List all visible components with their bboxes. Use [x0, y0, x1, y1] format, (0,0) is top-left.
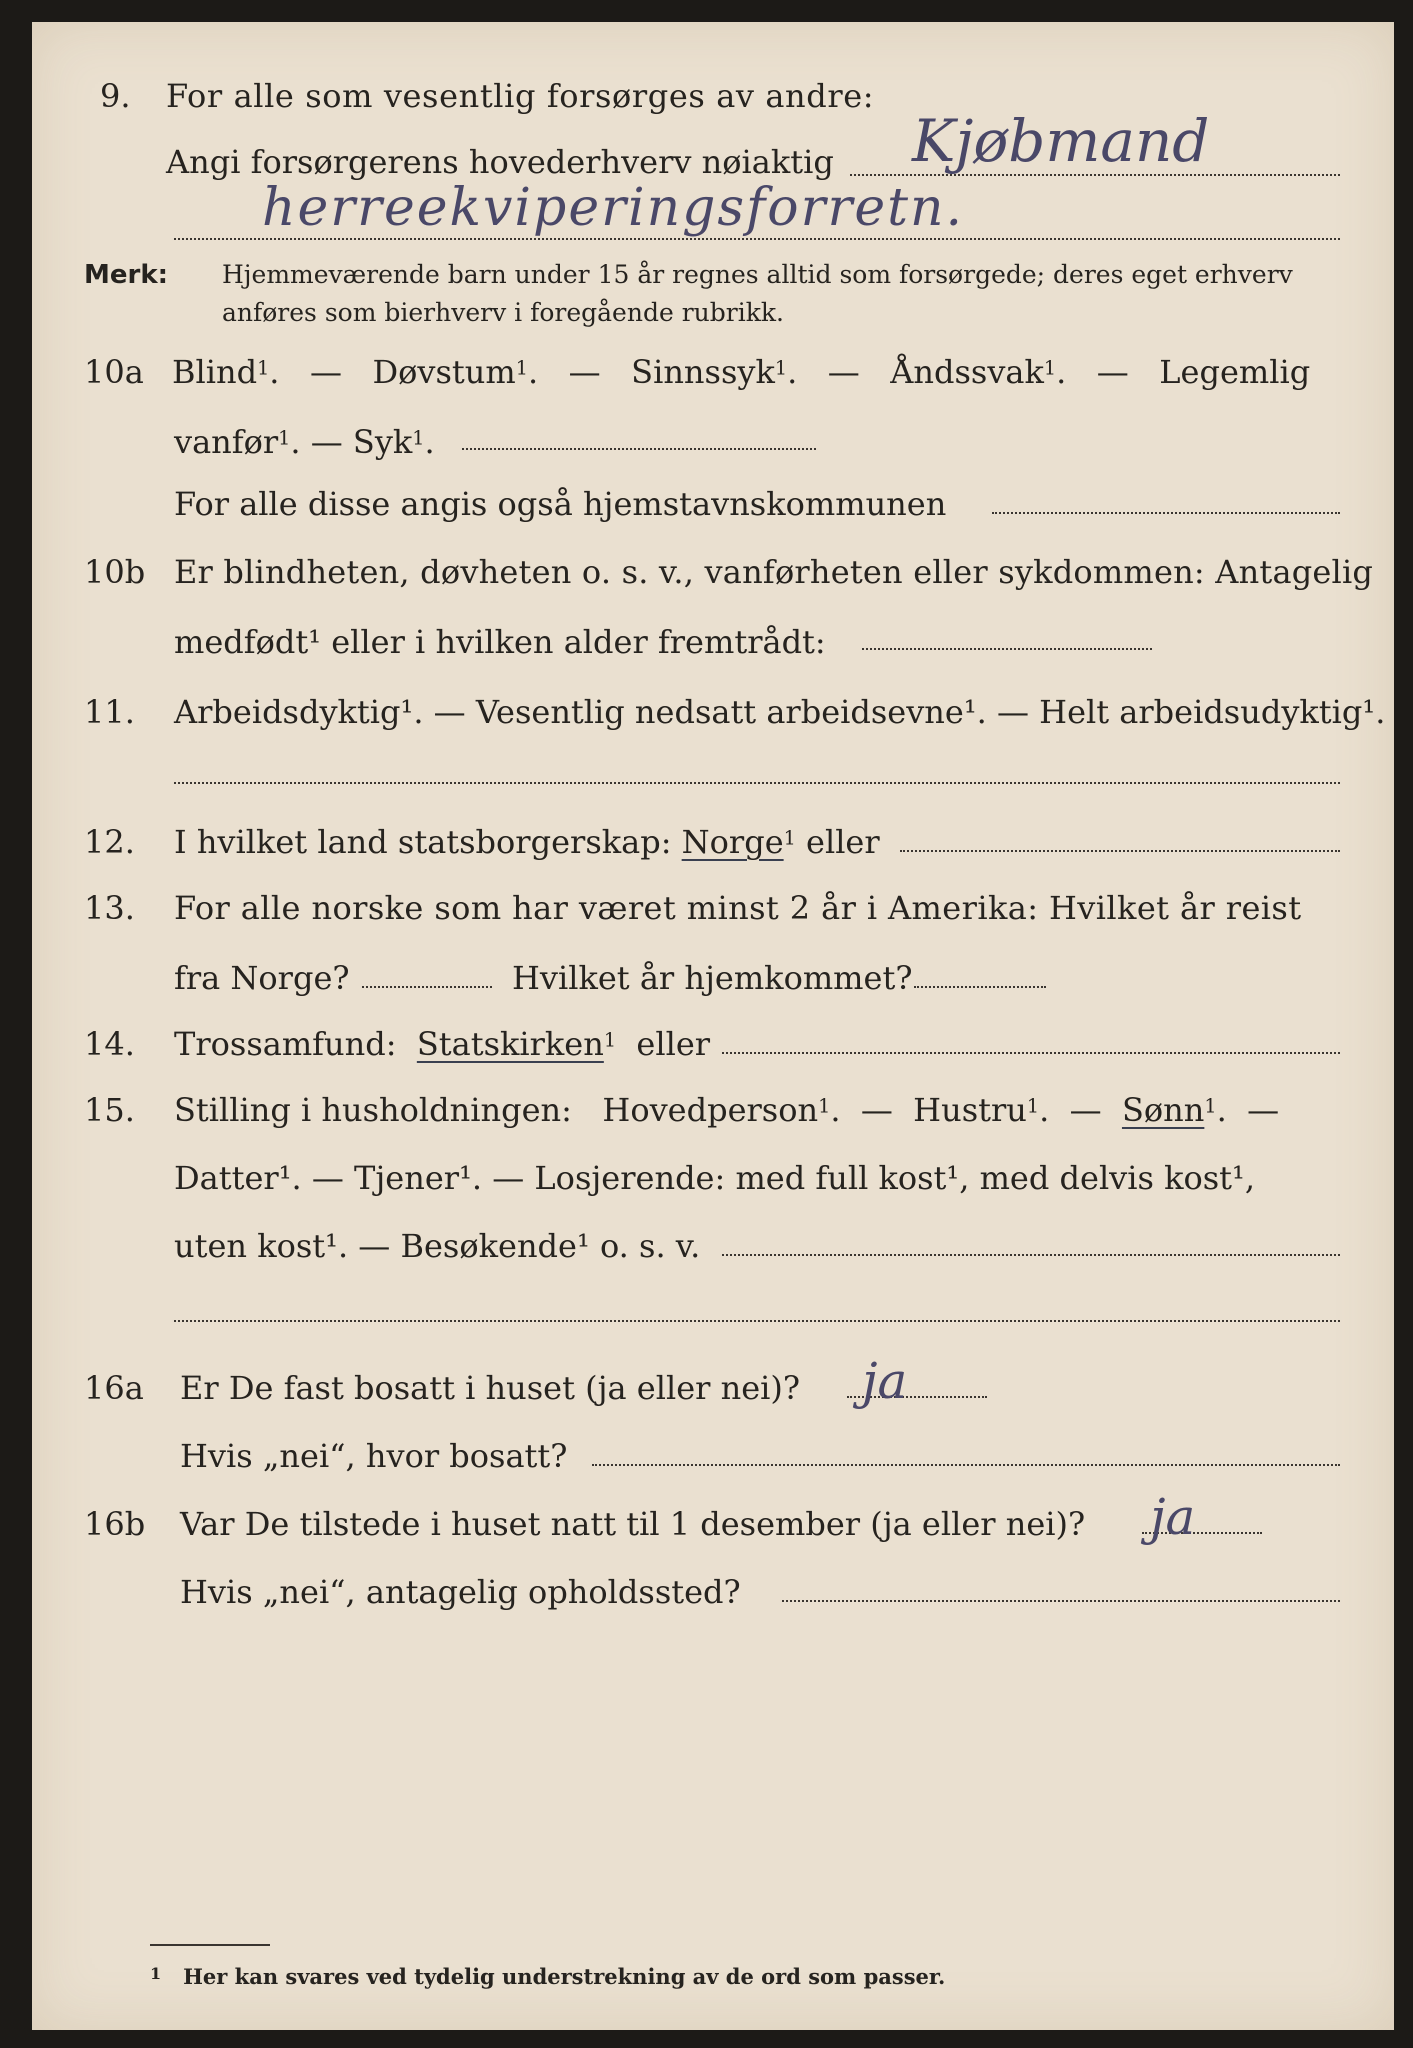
- q16a-answer[interactable]: ja: [862, 1352, 908, 1410]
- q13-line1: For alle norske som har været minst 2 år i Amerika: Hvilket år reist: [174, 889, 1302, 927]
- q14-number: 14.: [84, 1025, 135, 1063]
- option-vanfor[interactable]: vanfør: [174, 423, 279, 461]
- census-form-page: [32, 22, 1394, 2030]
- footnote-rule: [150, 1944, 270, 1946]
- option-legemlig[interactable]: Legemlig: [1159, 353, 1311, 391]
- q9-number: 9.: [100, 77, 131, 115]
- q9-line1: For alle som vesentlig forsørges av andre:: [166, 77, 875, 115]
- q10b-answer-line: [862, 648, 1152, 650]
- merk-label: Merk:: [84, 260, 169, 290]
- q10b-line1: Er blindheten, døvheten o. s. v., vanførheten eller sykdommen: Antagelig: [174, 553, 1374, 591]
- footnote-mark: 1: [150, 1964, 162, 1983]
- q13-reist-line: [362, 986, 492, 988]
- option-hustru[interactable]: Hustru: [913, 1091, 1027, 1129]
- option-dovstum[interactable]: Døvstum: [372, 353, 516, 391]
- q10a-line2: vanfør$^1$. — Syk$^1$.: [174, 423, 435, 461]
- q9-answer-occupation[interactable]: Kjøbmand: [912, 107, 1210, 175]
- q10a-line1: Blind$^1$. — Døvstum$^1$. — Sinnssyk$^1$. — Åndssvak$^1$. — Legemlig: [172, 353, 1311, 391]
- q16b-opholdssted-line: [782, 1600, 1340, 1602]
- q16a-bosatt-line: [592, 1464, 1340, 1466]
- option-sinnssyk[interactable]: Sinnssyk: [631, 353, 775, 391]
- q10a-answer-line: [462, 448, 816, 450]
- option-statskirken[interactable]: Statskirken: [416, 1025, 604, 1063]
- q12-answer-line: [900, 850, 1340, 852]
- footnote: [150, 1964, 945, 1989]
- option-sonn[interactable]: Sønn: [1121, 1091, 1205, 1129]
- q16b-answer[interactable]: ja: [1150, 1488, 1196, 1546]
- option-hovedperson[interactable]: Hovedperson: [602, 1091, 819, 1129]
- q13-line2a: fra Norge?: [174, 959, 350, 997]
- footnote-text: Her kan svares ved tydelig understrekning av de ord som passer.: [183, 1964, 946, 1989]
- q13-hjemkommet-line: [914, 986, 1046, 988]
- q16a-number: 16a: [84, 1369, 144, 1407]
- q15-line3: uten kost¹. — Besøkende¹ o. s. v.: [174, 1227, 701, 1265]
- merk-line1: Hjemmeværende barn under 15 år regnes alltid som forsørgede; deres eget erhverv: [222, 260, 1293, 289]
- q14-answer-line: [722, 1052, 1340, 1054]
- q16a-line2: Hvis „nei“, hvor bosatt?: [180, 1437, 568, 1475]
- q14-line: Trossamfund: Statskirken$^1$ eller: [174, 1025, 711, 1063]
- q16b-line1: Var De tilstede i huset natt til 1 desember (ja eller nei)?: [180, 1505, 1086, 1543]
- q16b-number: 16b: [84, 1505, 146, 1543]
- merk-line2: anføres som bierhverv i foregående rubrikk.: [222, 298, 784, 327]
- option-norge[interactable]: Norge: [681, 823, 784, 861]
- q9-answer-line2: [174, 238, 1340, 240]
- q13-line2b: Hvilket år hjemkommet?: [512, 959, 913, 997]
- option-andssvak[interactable]: Åndssvak: [890, 353, 1044, 391]
- q16b-line2: Hvis „nei“, antagelig opholdssted?: [180, 1573, 741, 1611]
- q10a-hjemstavn-line: [992, 512, 1340, 514]
- q9-answer-occupation-cont[interactable]: herreekviperingsforretn.: [262, 178, 965, 238]
- q10a-hjemstavn: For alle disse angis også hjemstavnskommunen: [174, 485, 947, 523]
- option-syk[interactable]: Syk: [352, 423, 413, 461]
- q10a-number: 10a: [84, 353, 144, 391]
- q15-line2: Datter¹. — Tjener¹. — Losjerende: med full kost¹, med delvis kost¹,: [174, 1159, 1256, 1197]
- q10b-line2: medfødt¹ eller i hvilken alder fremtrådt:: [174, 623, 826, 661]
- q15-number: 15.: [84, 1091, 135, 1129]
- q10b-number: 10b: [84, 553, 146, 591]
- q15-line1: Stilling i husholdningen: Hovedperson$^1$. — Hustru$^1$. — Sønn$^1$. —: [174, 1091, 1280, 1129]
- q16a-line1: Er De fast bosatt i huset (ja eller nei)?: [180, 1369, 801, 1407]
- q11-answer-line: [174, 782, 1340, 784]
- option-blind[interactable]: Blind: [172, 353, 258, 391]
- q9-line2: Angi forsørgerens hovederhverv nøiaktig: [166, 143, 834, 181]
- q15-answer-line1: [722, 1254, 1340, 1256]
- q15-answer-line2: [174, 1320, 1340, 1322]
- q12-line: I hvilket land statsborgerskap: Norge$^1$ eller: [174, 823, 880, 861]
- q12-number: 12.: [84, 823, 135, 861]
- q11-line1: Arbeidsdyktig¹. — Vesentlig nedsatt arbeidsevne¹. — Helt arbeidsudyktig¹.: [174, 693, 1386, 731]
- q11-number: 11.: [84, 693, 135, 731]
- q13-number: 13.: [84, 889, 135, 927]
